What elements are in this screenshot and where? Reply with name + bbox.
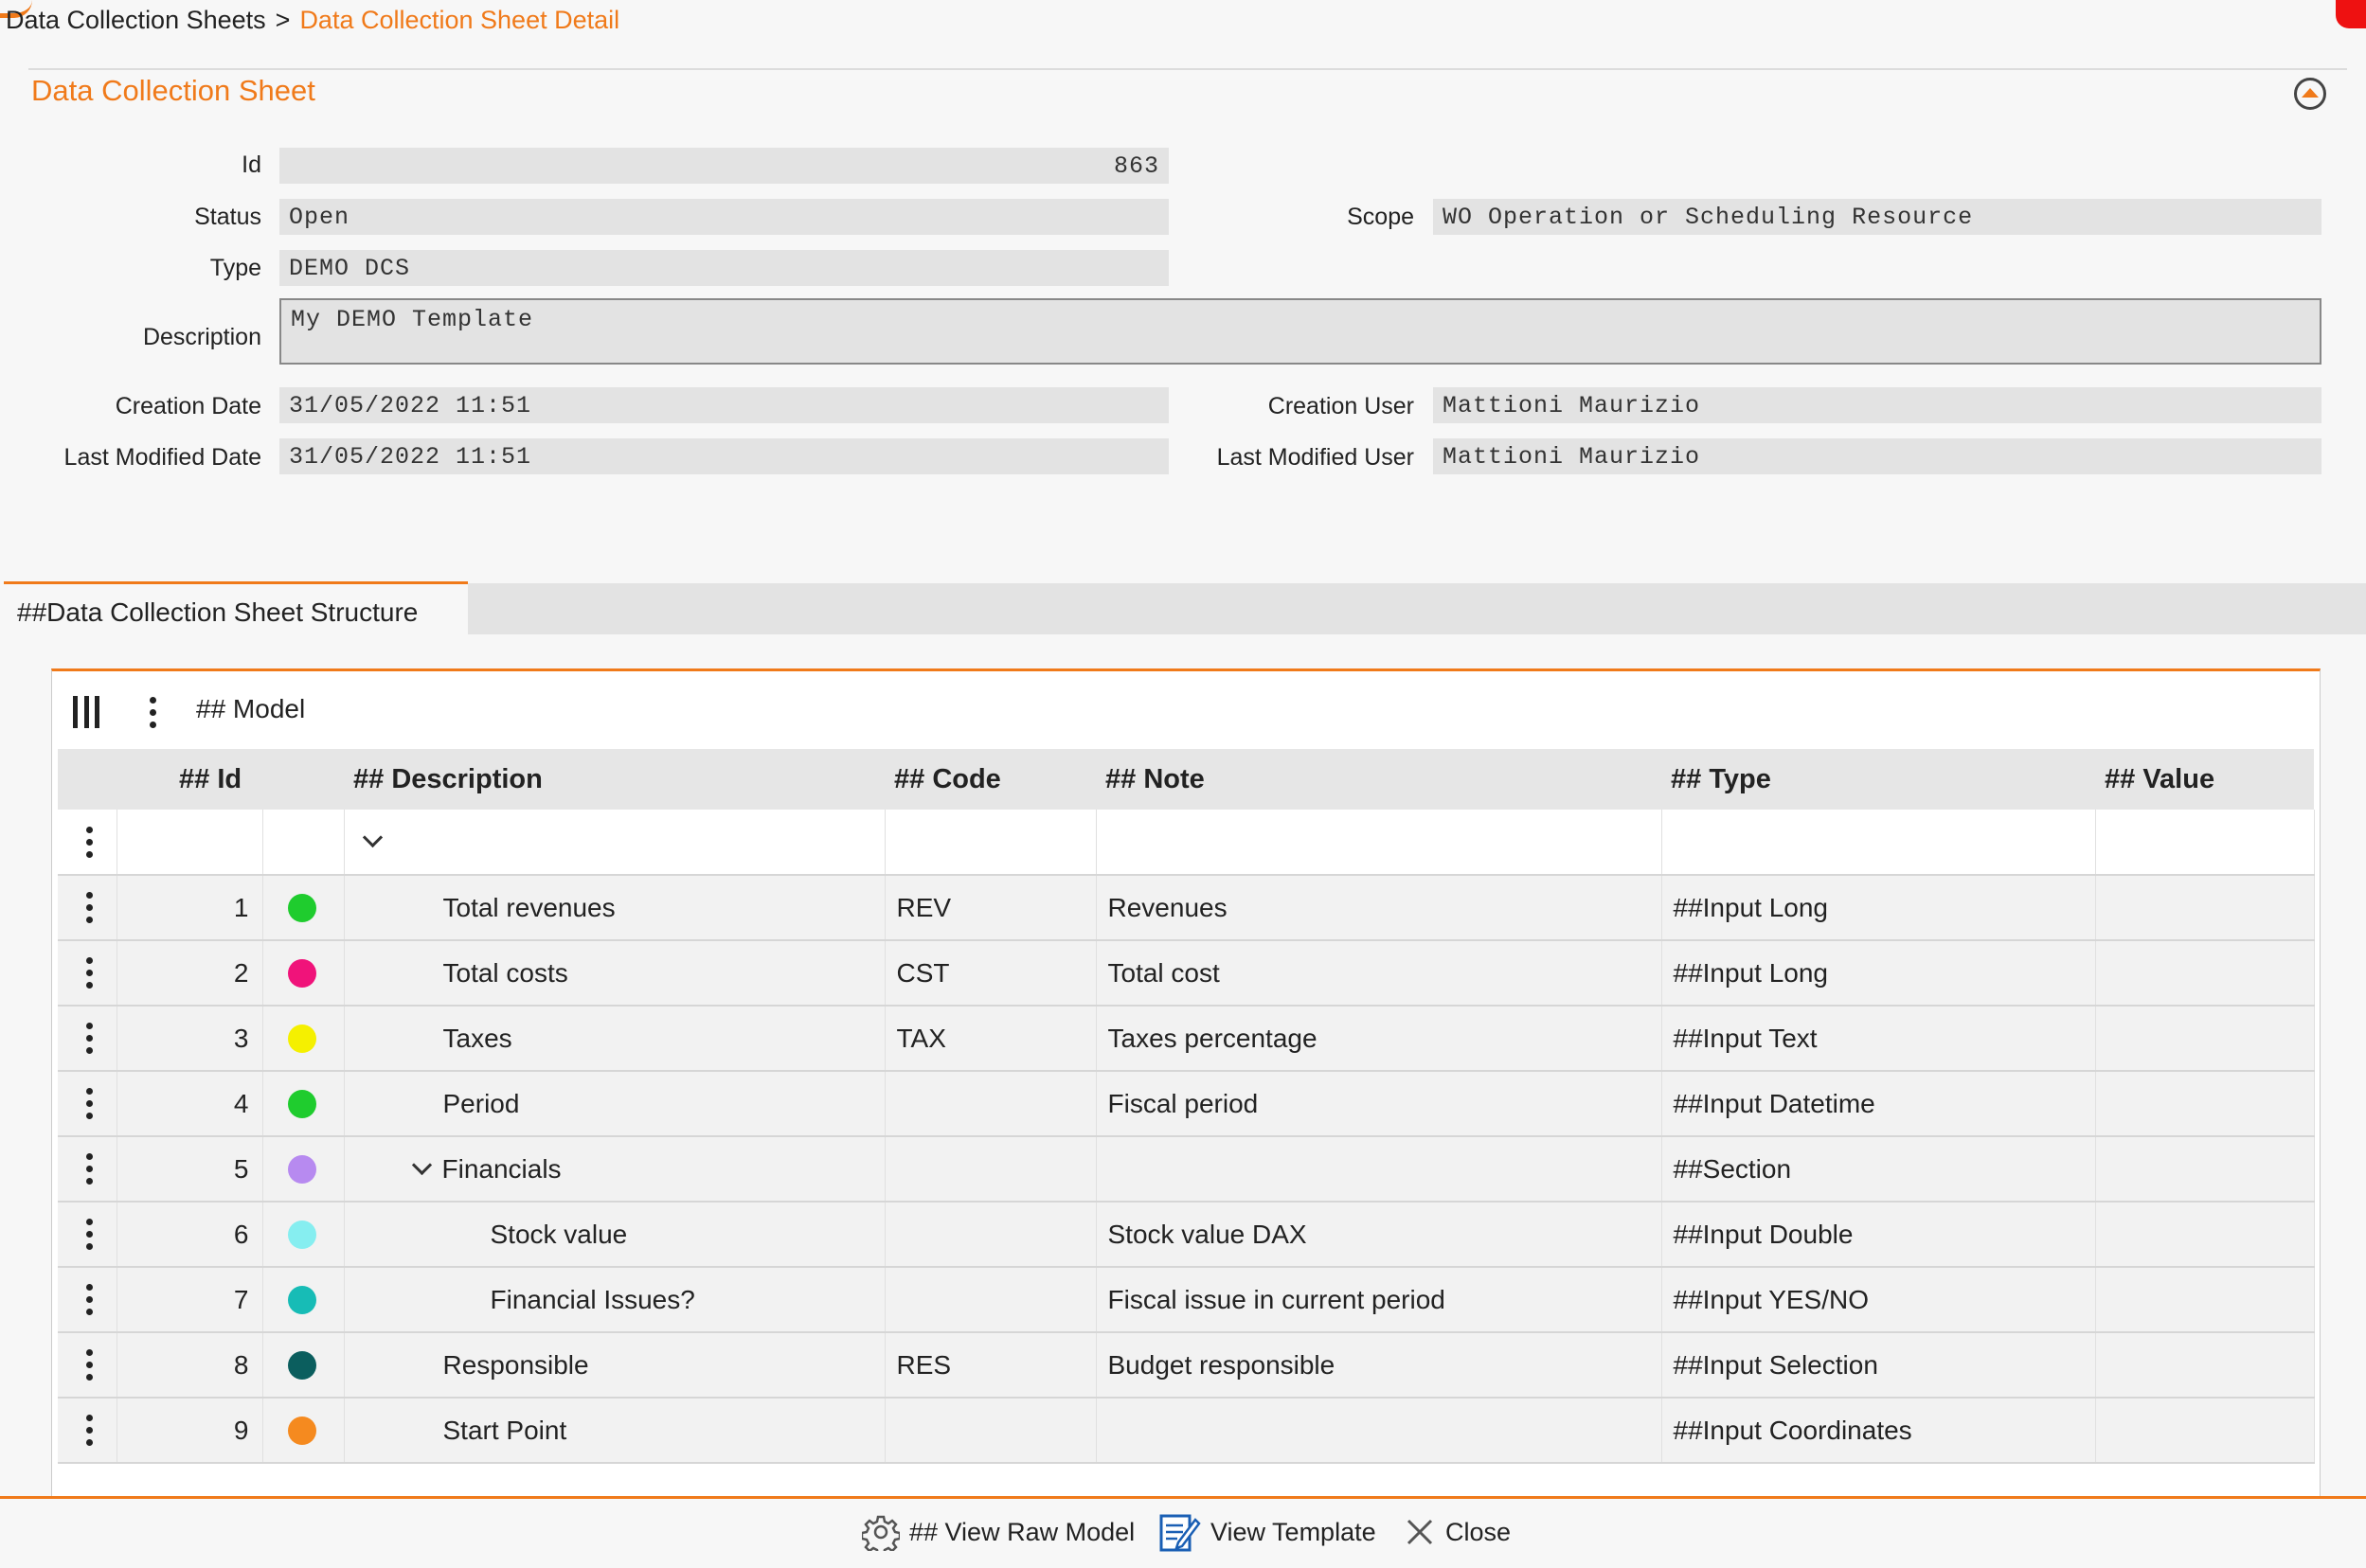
cell-note: Stock value DAX	[1096, 1202, 1661, 1267]
table-row[interactable]	[58, 1267, 2314, 1332]
cell-code	[885, 1071, 1096, 1136]
view-raw-model-label: ## View Raw Model	[909, 1517, 1136, 1546]
description-label: Description	[142, 324, 261, 350]
cell-id: 7	[117, 1267, 262, 1332]
cell-note: Taxes percentage	[1096, 1006, 1661, 1071]
cell-id: 5	[117, 1136, 262, 1202]
creation-user-field: Mattioni Maurizio	[1433, 387, 2321, 423]
row-kebab-icon[interactable]	[86, 892, 94, 923]
last-modified-date-field: 31/05/2022 11:51	[279, 438, 1169, 474]
table-row[interactable]	[58, 1006, 2314, 1071]
last-modified-date-label: Last Modified Date	[63, 444, 261, 471]
cell-type: ##Input Double	[1661, 1202, 2095, 1267]
cell-value	[2095, 1006, 2314, 1071]
cell-code: REV	[885, 875, 1096, 940]
status-color-dot	[288, 1155, 316, 1184]
cell-description: Financials	[344, 1136, 885, 1202]
cell-value	[2095, 1202, 2314, 1267]
table-row[interactable]	[58, 1071, 2314, 1136]
table-row[interactable]	[58, 1136, 2314, 1202]
chevron-down-icon[interactable]	[411, 1154, 431, 1174]
cell-description: Start Point	[344, 1398, 885, 1463]
breadcrumb-separator: >	[275, 6, 291, 34]
grid-toolbar	[52, 671, 2320, 747]
description-field: My DEMO Template	[279, 298, 2321, 365]
column-header-description[interactable]: ## Description	[344, 749, 885, 810]
cell-code	[885, 1267, 1096, 1332]
cell-code	[885, 1136, 1096, 1202]
cell-type: ##Input Long	[1661, 940, 2095, 1006]
breadcrumb-current: Data Collection Sheet Detail	[299, 6, 620, 34]
cell-type: ##Input YES/NO	[1661, 1267, 2095, 1332]
cell-description: Taxes	[344, 1006, 885, 1071]
cell-id: 8	[117, 1332, 262, 1398]
cell-value	[2095, 1136, 2314, 1202]
type-field: DEMO DCS	[279, 250, 1169, 286]
row-kebab-icon[interactable]	[86, 1088, 94, 1119]
row-kebab-icon[interactable]	[86, 1415, 94, 1446]
column-header-value[interactable]: ## Value	[2095, 749, 2314, 810]
cell-description: Period	[344, 1071, 885, 1136]
status-color-dot	[288, 1351, 316, 1380]
cell-id: 9	[117, 1398, 262, 1463]
status-color-dot	[288, 1025, 316, 1053]
model-grid	[51, 668, 2321, 1496]
status-color-dot	[288, 894, 316, 922]
collapse-up-icon[interactable]	[2294, 78, 2326, 110]
cell-value	[2095, 1398, 2314, 1463]
row-kebab-icon[interactable]	[86, 957, 94, 989]
last-modified-user-field: Mattioni Maurizio	[1433, 438, 2321, 474]
table-row[interactable]	[58, 940, 2314, 1006]
status-color-dot	[288, 1286, 316, 1314]
cell-id: 2	[117, 940, 262, 1006]
cell-type: ##Input Long	[1661, 875, 2095, 940]
cell-note	[1096, 1398, 1661, 1463]
close-label: Close	[1445, 1517, 1512, 1546]
row-kebab-icon[interactable]	[86, 1284, 94, 1315]
edit-document-icon	[1157, 1510, 1201, 1554]
cell-type: ##Input Datetime	[1661, 1071, 2095, 1136]
cell-code: TAX	[885, 1006, 1096, 1071]
close-button[interactable]	[1404, 1511, 1511, 1553]
notification-marker	[2336, 0, 2366, 28]
chevron-down-icon[interactable]	[362, 828, 382, 847]
view-template-button[interactable]	[1157, 1511, 1376, 1553]
cell-note: Fiscal period	[1096, 1071, 1661, 1136]
toolbar-kebab-icon[interactable]	[150, 697, 157, 728]
scope-field: WO Operation or Scheduling Resource	[1433, 199, 2321, 235]
tab-structure[interactable]: ##Data Collection Sheet Structure	[4, 581, 468, 634]
cell-note: Budget responsible	[1096, 1332, 1661, 1398]
id-label: Id	[242, 151, 261, 178]
cell-type: ##Input Text	[1661, 1006, 2095, 1071]
cell-note: Total cost	[1096, 940, 1661, 1006]
cell-description: Stock value	[344, 1202, 885, 1267]
cell-note: Revenues	[1096, 875, 1661, 940]
status-label: Status	[194, 204, 261, 230]
filter-row	[58, 810, 2314, 875]
cell-code: RES	[885, 1332, 1096, 1398]
table-row[interactable]	[58, 1332, 2314, 1398]
close-icon	[1404, 1516, 1436, 1548]
type-label: Type	[209, 255, 261, 281]
table-row[interactable]	[58, 875, 2314, 940]
last-modified-user-label: Last Modified User	[1216, 444, 1414, 471]
row-kebab-icon[interactable]	[86, 827, 94, 858]
column-header-type[interactable]: ## Type	[1661, 749, 2095, 810]
cell-id: 1	[117, 875, 262, 940]
cell-code	[885, 1398, 1096, 1463]
cell-id: 6	[117, 1202, 262, 1267]
cell-description: Total costs	[344, 940, 885, 1006]
model-table	[58, 749, 2315, 1464]
view-template-label: View Template	[1210, 1517, 1376, 1546]
column-header-code[interactable]: ## Code	[885, 749, 1096, 810]
cell-description: Financial Issues?	[344, 1267, 885, 1332]
status-color-dot	[288, 1090, 316, 1118]
cell-description: Responsible	[344, 1332, 885, 1398]
header-divider	[28, 68, 2347, 70]
status-field: Open	[279, 199, 1169, 235]
columns-icon[interactable]	[73, 696, 99, 728]
cell-note	[1096, 1136, 1661, 1202]
cell-value	[2095, 940, 2314, 1006]
cell-type: ##Section	[1661, 1136, 2095, 1202]
cell-value	[2095, 875, 2314, 940]
grid-title: ## Model	[196, 694, 306, 723]
status-color-dot	[288, 959, 316, 988]
row-kebab-icon[interactable]	[86, 1219, 94, 1250]
table-row[interactable]	[58, 1398, 2314, 1463]
row-kebab-icon[interactable]	[86, 1023, 94, 1054]
cell-note: Fiscal issue in current period	[1096, 1267, 1661, 1332]
row-kebab-icon[interactable]	[86, 1349, 94, 1381]
cell-type: ##Input Selection	[1661, 1332, 2095, 1398]
gear-icon	[862, 1513, 900, 1551]
row-kebab-icon[interactable]	[86, 1153, 94, 1185]
cell-value	[2095, 1332, 2314, 1398]
table-row[interactable]	[58, 1202, 2314, 1267]
column-header-note[interactable]: ## Note	[1096, 749, 1661, 810]
status-color-dot	[288, 1221, 316, 1249]
cell-code: CST	[885, 940, 1096, 1006]
creation-date-label: Creation Date	[115, 393, 261, 419]
section-title: Data Collection Sheet	[31, 74, 315, 107]
cell-code	[885, 1202, 1096, 1267]
view-raw-model-button[interactable]	[862, 1511, 1135, 1553]
cell-value	[2095, 1267, 2314, 1332]
id-field: 863	[279, 148, 1169, 184]
breadcrumb	[6, 6, 619, 35]
status-color-dot	[288, 1417, 316, 1445]
cell-id: 3	[117, 1006, 262, 1071]
cell-description: Total revenues	[344, 875, 885, 940]
creation-date-field: 31/05/2022 11:51	[279, 387, 1169, 423]
scope-label: Scope	[1347, 204, 1414, 230]
breadcrumb-parent-link[interactable]: Data Collection Sheets	[6, 6, 266, 34]
table-header-row	[58, 749, 2314, 810]
column-header-id[interactable]: ## Id	[117, 749, 262, 810]
cell-type: ##Input Coordinates	[1661, 1398, 2095, 1463]
creation-user-label: Creation User	[1267, 393, 1414, 419]
cell-id: 4	[117, 1071, 262, 1136]
cell-value	[2095, 1071, 2314, 1136]
